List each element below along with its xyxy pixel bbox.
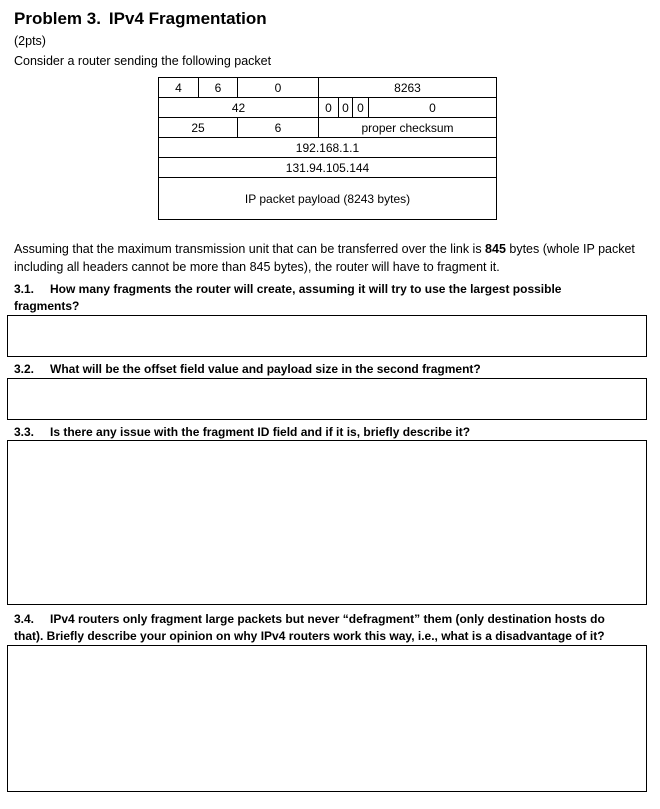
answer-box-3-2[interactable] [7, 378, 647, 420]
fragment-offset-field: 0 [369, 98, 497, 118]
payload-field: IP packet payload (8243 bytes) [159, 178, 497, 220]
header-row-2 [159, 98, 497, 118]
ip-header-table [158, 77, 497, 220]
question-number: 3.4. [14, 612, 35, 626]
ttl-field: 25 [159, 118, 238, 138]
problem-heading: IPv4 Fragmentation [108, 9, 267, 28]
points-label: (2pts) [14, 34, 46, 48]
intro-text: Consider a router sending the following packet [14, 54, 272, 68]
flag-mf-field: 0 [353, 98, 369, 118]
para-part2: bytes (whole IP packet including all headers cannot be more than 845 bytes), the router will have to fragment it. [14, 242, 635, 274]
problem-label: Problem 3. [14, 9, 101, 28]
question-3-1 [14, 281, 561, 315]
question-text-cont: fragments? [14, 299, 80, 313]
question-number: 3.3. [14, 425, 35, 439]
header-row-3 [159, 118, 497, 138]
payload-row [159, 178, 497, 220]
total-length-field: 8263 [319, 78, 497, 98]
answer-box-3-4[interactable] [7, 645, 647, 792]
question-3-2 [14, 361, 481, 378]
answer-box-3-3[interactable] [7, 440, 647, 605]
destination-ip-field: 131.94.105.144 [159, 158, 497, 178]
question-text-cont: that). Briefly describe your opinion on why IPv4 routers work this way, i.e., what is a disadvantage of it? [14, 629, 605, 643]
header-row-1 [159, 78, 497, 98]
question-text: How many fragments the router will create, assuming it will try to use the largest possible [50, 282, 562, 296]
question-text: What will be the offset field value and payload size in the second fragment? [50, 362, 481, 376]
header-row-5 [159, 158, 497, 178]
flag-reserved-field: 0 [319, 98, 339, 118]
source-ip-field: 192.168.1.1 [159, 138, 497, 158]
protocol-field: 6 [238, 118, 319, 138]
ihl-field: 6 [199, 78, 238, 98]
flag-df-field: 0 [339, 98, 353, 118]
tos-field: 0 [238, 78, 319, 98]
version-field: 4 [159, 78, 199, 98]
question-3-3 [14, 424, 470, 441]
question-3-4 [14, 611, 605, 645]
answer-box-3-1[interactable] [7, 315, 647, 357]
identification-field: 42 [159, 98, 319, 118]
scenario-paragraph [14, 240, 644, 276]
question-number: 3.2. [14, 362, 35, 376]
para-part1: Assuming that the maximum transmission unit that can be transferred over the link is [14, 242, 486, 256]
question-text: IPv4 routers only fragment large packets but never “defragment” them (only destination hosts do [50, 612, 605, 626]
question-text: Is there any issue with the fragment ID field and if it is, briefly describe it? [50, 425, 471, 439]
checksum-field: proper checksum [319, 118, 497, 138]
mtu-value: 845 [485, 242, 506, 256]
question-number: 3.1. [14, 282, 35, 296]
header-row-4 [159, 138, 497, 158]
problem-title [14, 9, 267, 29]
